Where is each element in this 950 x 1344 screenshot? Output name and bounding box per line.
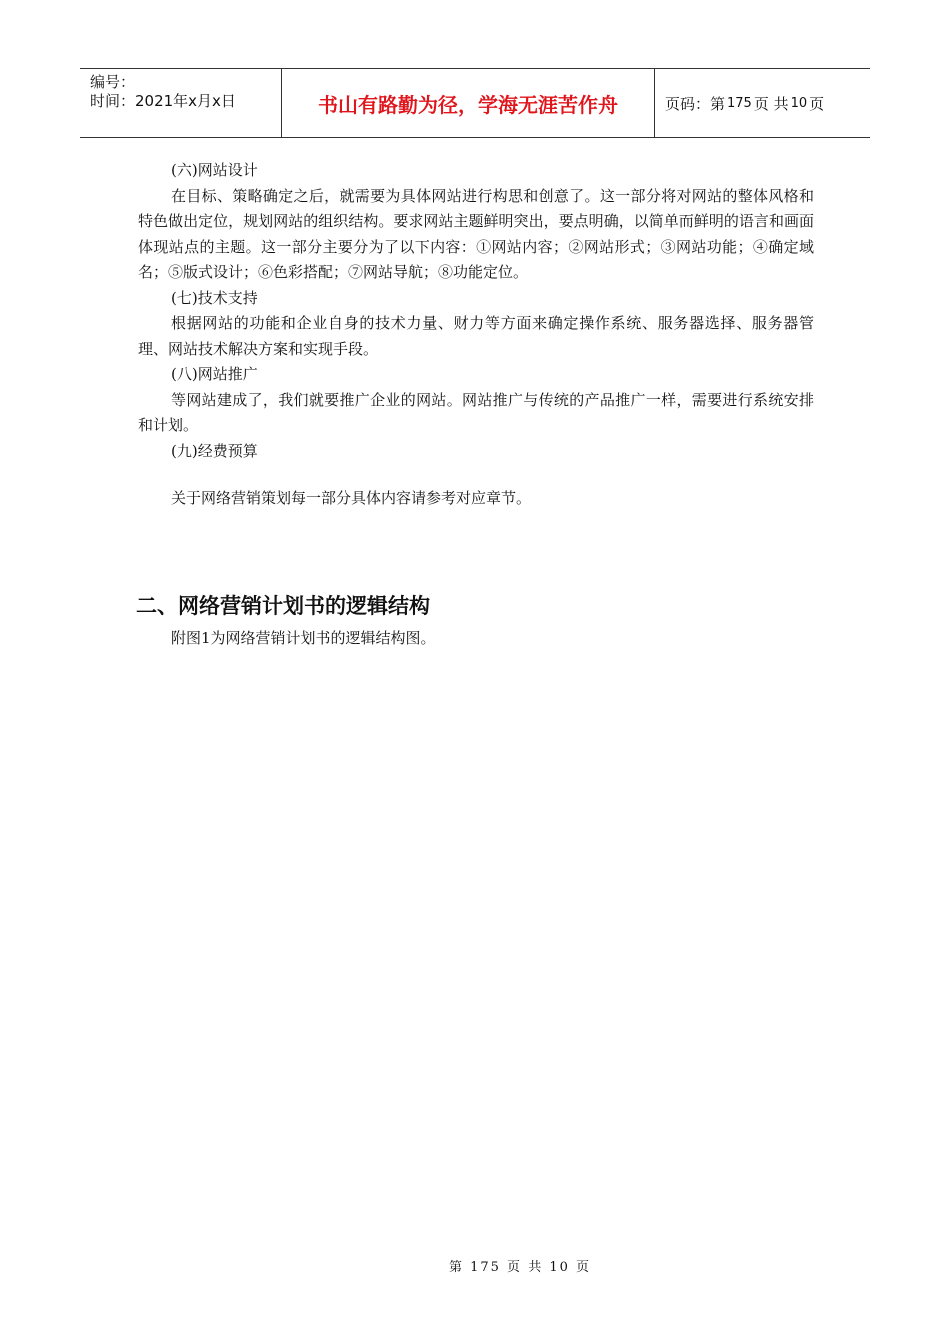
page-current: 175 [727, 95, 752, 111]
section-heading-6: (六)网站设计 [171, 161, 258, 179]
section-body-6: 在目标、策略确定之后，就需要为具体网站进行构思和创意了。这一部分将对网站的整体风格和特色做出定位，规划网站的组织结构。要求网站主题鲜明突出，要点明确，以简单而鲜明的语言和画面体现站点的主题。这一部分主要分为了以下内容：①网站内容；②网站形式；③网站功能；④确定域名；⑤版式设计；⑥色彩搭配；⑦网站导航；⑧功能定位。 [138, 186, 814, 281]
header-motto: 书山有路勤为径，学海无涯苦作舟 [282, 69, 655, 137]
number-label: 编号： [90, 73, 136, 91]
reference-note: 关于网络营销策划每一部分具体内容请参考对应章节。 [171, 489, 532, 507]
header-meta [80, 69, 282, 137]
chapter-title: 二、网络营销计划书的逻辑结构 [136, 593, 430, 618]
section-heading-9: (九)经费预算 [171, 441, 258, 460]
time-label: 时间：2021年x月x日 [90, 92, 236, 110]
page-footer: 第 175 页 共 10 页 [448, 1260, 592, 1275]
section-heading-7: (七)技术支持 [171, 288, 258, 307]
section-body-7: 根据网站的功能和企业自身的技术力量、财力等方面来确定操作系统、服务器选择、服务器管理、网站技术解决方案和实现手段。 [138, 314, 814, 358]
page-header [80, 68, 870, 138]
page-suffix: 页 [809, 94, 825, 113]
header-page-info [655, 69, 870, 137]
page-prefix: 页码：第 [665, 94, 726, 113]
page-mid: 页 共 [753, 94, 789, 113]
page-total: 10 [790, 95, 808, 111]
document-body [138, 158, 814, 651]
chapter-body: 附图1为网络营销计划书的逻辑结构图。 [171, 628, 436, 647]
section-heading-8: (八)网站推广 [171, 365, 258, 383]
section-body-8: 等网站建成了，我们就要推广企业的网站。网站推广与传统的产品推广一样，需要进行系统安排和计划。 [138, 390, 814, 434]
